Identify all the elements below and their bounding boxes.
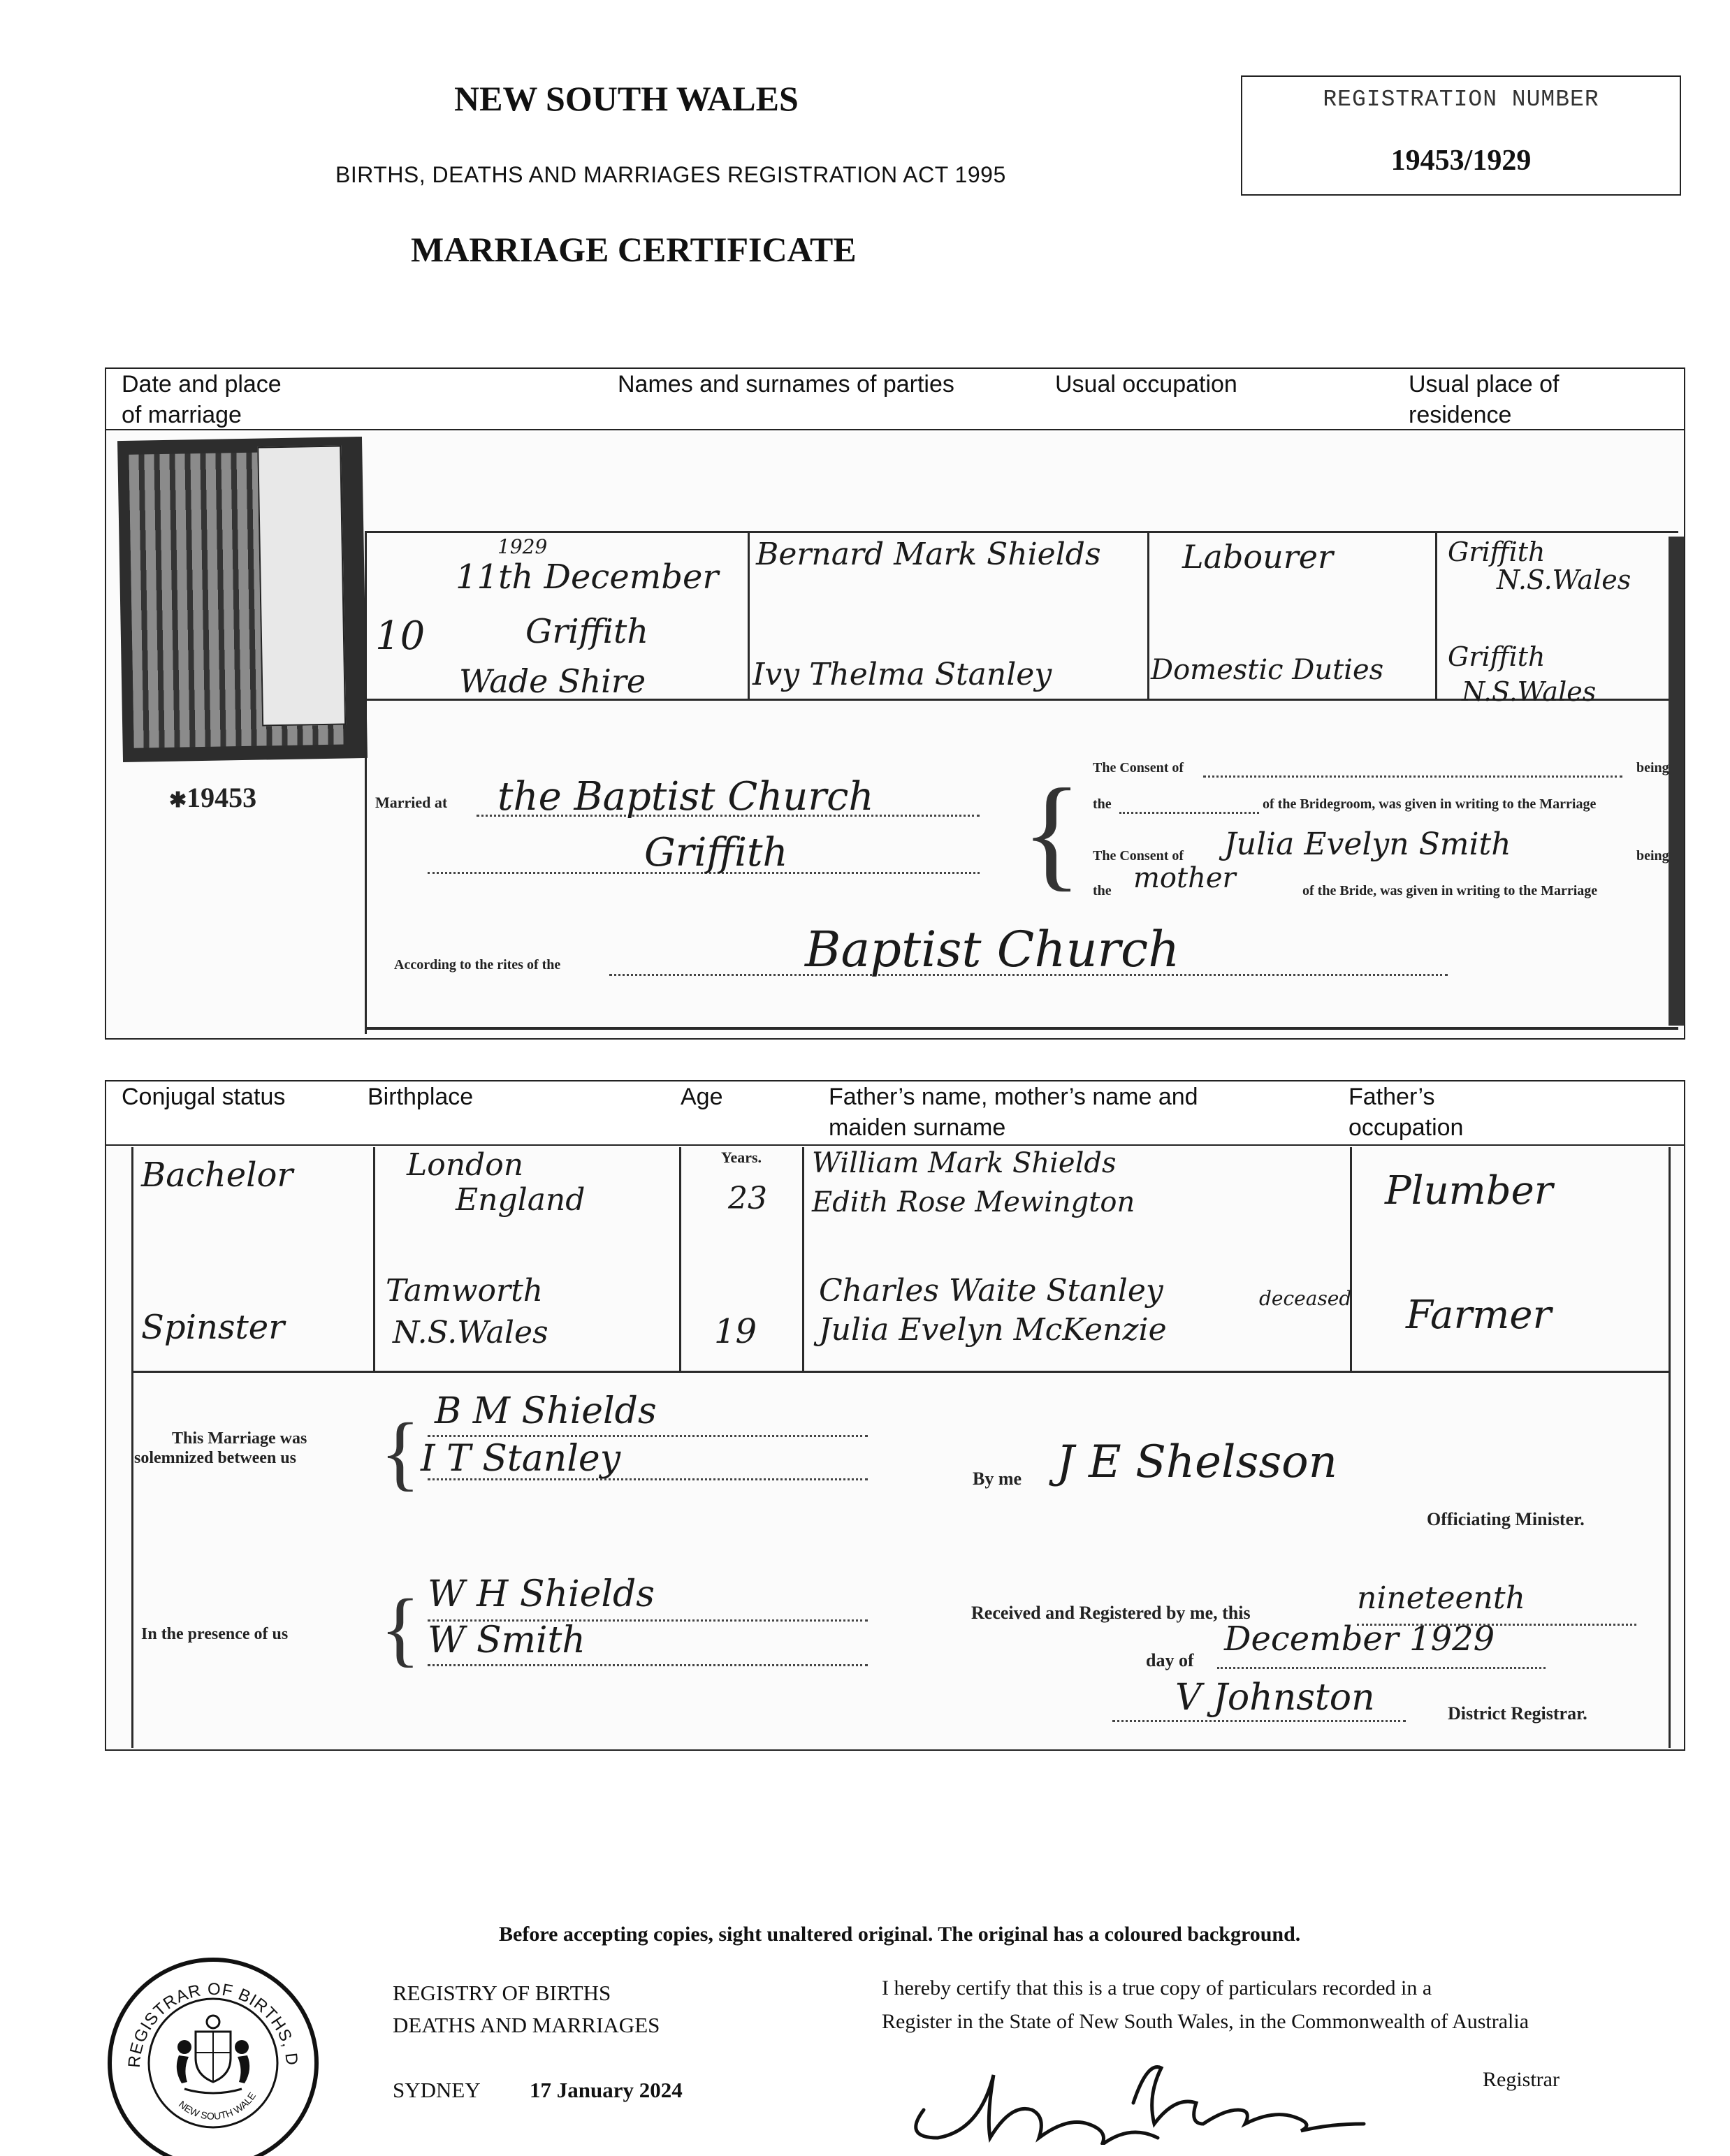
header-date-place: Date and place of marriage (122, 371, 282, 428)
bride-signature: I T Stanley (421, 1438, 621, 1480)
certify-line-1: I hereby certify that this is a true copy of particulars recorded in a (882, 1976, 1432, 2000)
registrar-signature-mark (896, 2054, 1441, 2145)
scanned-parties-entry (106, 1147, 1684, 1749)
registration-label: REGISTRATION NUMBER (1323, 87, 1599, 112)
presence-brace: { (380, 1582, 421, 1675)
certification-statement (882, 1972, 1529, 2039)
groom-father: William Mark Shields (812, 1147, 1117, 1179)
groom-birthplace-2: England (456, 1182, 586, 1218)
day-of-label: day of (1146, 1650, 1194, 1670)
officiating-minister-label: Officiating Minister. (1427, 1509, 1585, 1529)
bride-occupation: Domestic Duties (1151, 654, 1384, 686)
consent-the-1: the (1093, 796, 1112, 812)
received-label: Received and Registered by me, this (971, 1603, 1251, 1623)
rites-label: According to the rites of the (394, 957, 561, 973)
marriage-place-1: Griffith (525, 612, 649, 651)
consent-being-2: being (1636, 848, 1669, 864)
marriage-date: 11th December (456, 558, 719, 597)
registrar-signature: V Johnston (1175, 1677, 1375, 1719)
witness-1: W H Shields (428, 1573, 655, 1615)
entry-number: 10 (375, 613, 426, 659)
married-at-2: Griffith (644, 830, 788, 875)
registrar-seal (106, 1956, 320, 2156)
authenticity-note: Before accepting copies, sight unaltered original. The original has a coloured background. (499, 1923, 1301, 1946)
registry-line-2: DEATHS AND MARRIAGES (393, 2013, 660, 2037)
bride-birthplace-1: Tamworth (386, 1273, 544, 1309)
registry-name (393, 1977, 660, 2041)
bride-birthplace-2: N.S.Wales (393, 1315, 548, 1350)
act-line: BIRTHS, DEATHS AND MARRIAGES REGISTRATION ACT 1995 (335, 162, 1006, 187)
marriage-year: 1929 (497, 535, 548, 558)
consent-bride-suffix: of the Bride, was given in writing to the Marriage (1302, 883, 1598, 898)
consent-being-1: being (1636, 760, 1669, 775)
marriage-place-2: Wade Shire (459, 662, 646, 700)
married-at-1: the Baptist Church (497, 774, 874, 820)
svg-text:NEW SOUTH WALES (106, 1956, 258, 2122)
header-age: Age (681, 1084, 723, 1110)
bride-residence-1: Griffith (1448, 641, 1546, 672)
consent-the-2: the (1093, 883, 1112, 898)
svg-text:REGISTRAR OF BIRTHS, DEATHS AN (106, 1956, 301, 2069)
signature-icon (896, 2054, 1441, 2145)
married-at-label: Married at (375, 794, 448, 811)
certificate-title: MARRIAGE CERTIFICATE (411, 230, 857, 269)
rites-value: Baptist Church (805, 921, 1180, 978)
registry-line-1: REGISTRY OF BIRTHS (393, 1981, 611, 2005)
bride-mother: Julia Evelyn McKenzie (819, 1312, 1167, 1348)
header-birthplace: Birthplace (368, 1084, 474, 1110)
state-title: NEW SOUTH WALES (454, 79, 799, 118)
registration-box (1241, 75, 1681, 196)
seal-icon (106, 1956, 320, 2156)
table2-header (106, 1081, 1684, 1146)
bride-father-occupation: Farmer (1406, 1292, 1552, 1338)
solemnized-label-2: solemnized between us (134, 1449, 296, 1467)
seal-ring-text: REGISTRAR OF BIRTHS, D (124, 1979, 302, 2069)
bride-residence-2: N.S.Wales (1462, 676, 1597, 707)
solemnized-label-1: This Marriage was (172, 1429, 307, 1448)
bride-father-note: deceased (1259, 1287, 1352, 1310)
groom-age: 23 (728, 1181, 767, 1216)
stamp-number: ✱19453 (169, 782, 257, 813)
consent-bride-relation: mother (1133, 862, 1236, 894)
groom-mother: Edith Rose Mewington (812, 1186, 1135, 1218)
seal-bottom-text: NEW SOUTH WALE (176, 2090, 259, 2122)
consent-groom-suffix: of the Bridegroom, was given in writing to the Marriage (1263, 796, 1597, 812)
solemnized-brace: { (380, 1406, 421, 1499)
groom-residence-1: Griffith (1448, 537, 1546, 567)
minister-signature: J E Shelsson (1056, 1436, 1337, 1488)
registrar-label: Registrar (1483, 2068, 1560, 2091)
groom-residence-2: N.S.Wales (1497, 565, 1631, 595)
groom-birthplace-1: London (407, 1147, 524, 1183)
registration-stamp (117, 437, 368, 762)
years-label: Years. (721, 1149, 762, 1166)
header-parents: Father’s name, mother’s name and maiden surname (829, 1084, 1198, 1141)
by-me-label: By me (973, 1469, 1022, 1489)
consent-label-bride: The Consent of (1093, 848, 1184, 864)
district-registrar-label: District Registrar. (1448, 1703, 1587, 1724)
received-day: nineteenth (1357, 1580, 1525, 1616)
certify-line-2: Register in the State of New South Wales, in the Commonwealth of Australia (882, 2010, 1529, 2033)
issue-city: SYDNEY (393, 2078, 481, 2102)
header-residence: Usual place of residence (1409, 371, 1560, 428)
header-father-occupation: Father’s occupation (1349, 1084, 1464, 1141)
issue-date: 17 January 2024 (530, 2078, 683, 2102)
table1-header (106, 369, 1684, 430)
groom-status: Bachelor (141, 1156, 293, 1195)
bride-status: Spinster (141, 1308, 285, 1347)
bride-name: Ivy Thelma Stanley (753, 657, 1052, 692)
presence-label: In the presence of us (141, 1625, 289, 1643)
consent-bride-name: Julia Evelyn Smith (1224, 826, 1511, 862)
scanned-register-entry (106, 432, 1684, 1038)
marriage-details-table (105, 367, 1685, 1040)
groom-signature: B M Shields (435, 1390, 657, 1432)
consent-brace: { (1022, 763, 1082, 902)
witness-2: W Smith (428, 1619, 586, 1661)
registration-number: 19453/1929 (1390, 145, 1532, 177)
header-names: Names and surnames of parties (618, 371, 954, 398)
header-conjugal-status: Conjugal status (122, 1084, 286, 1110)
received-month: December 1929 (1224, 1619, 1495, 1659)
parties-details-table (105, 1080, 1685, 1751)
groom-occupation: Labourer (1182, 538, 1333, 576)
bride-age: 19 (714, 1312, 757, 1351)
groom-father-occupation: Plumber (1385, 1168, 1553, 1214)
consent-label-groom: The Consent of (1093, 760, 1184, 775)
bride-father: Charles Waite Stanley (819, 1273, 1163, 1309)
groom-name: Bernard Mark Shields (756, 537, 1101, 572)
header-occupation: Usual occupation (1055, 371, 1237, 398)
